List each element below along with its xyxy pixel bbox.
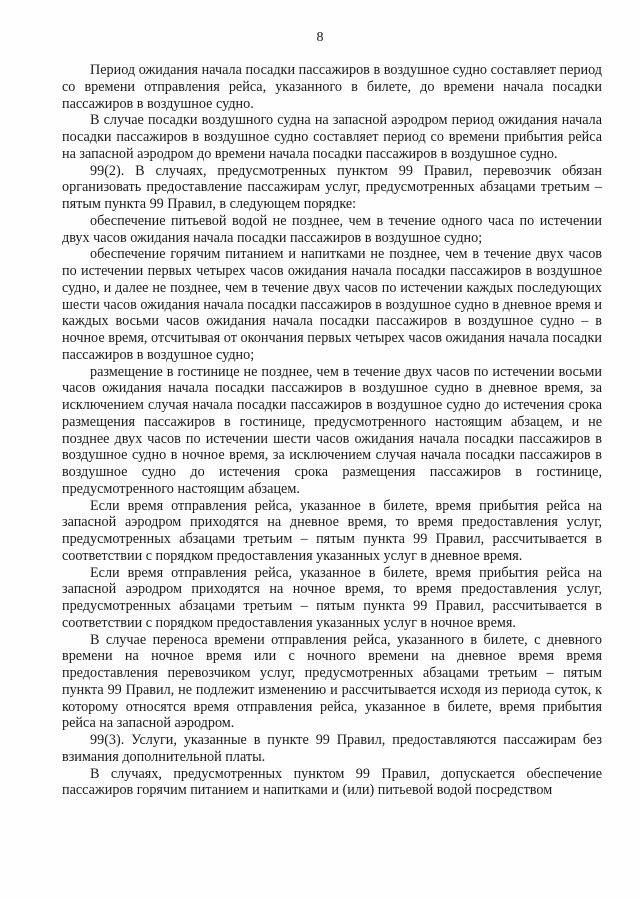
page-number: 8 [316,30,324,45]
document-body [62,62,602,799]
paragraph-hotel-accommodation: размещение в гостинице не позднее, чем в течение двух часов по истечении восьми часов ожидания начала посадки пассажиров в воздушное судно в дневное время, за исключением случая начала посадки пассажиров в воздушное судно до истечения срока размещения пассажиров в гостинице, предусмотренного настоящим абзацем, и не позднее двух часов по истечении шести часов ожидания начала посадки пассажиров в воздушное судно в ночное время, за исключением случая начала посадки пассажиров в воздушное судно до истечения срока размещения пассажиров в гостинице, предусмотренного настоящим абзацем. [62,363,602,497]
paragraph-hot-meals: обеспечение горячим питанием и напитками не позднее, чем в течение двух часов по истечении первых четырех часов ожидания начала посадки пассажиров в воздушное судно, и далее не позднее, чем в течение двух часов по истечении каждых последующих шести часов ожидания начала посадки пассажиров в воздушное судно в дневное время и каждых восьми часов ожидания начала посадки пассажиров в воздушное судно – в ночное время, отсчитывая от окончания первых четырех часов ожидания начала посадки пассажиров в воздушное судно; [62,246,602,363]
paragraph-clause-99-2: 99(2). В случаях, предусмотренных пунктом 99 Правил, перевозчик обязан организовать предоставление пассажирам услуг, предусмотренных абзацами третьим – пятым пункта 99 Правил, в следующем порядке: [62,162,602,212]
paragraph-clause-99-3: 99(3). Услуги, указанные в пункте 99 Правил, предоставляются пассажирам без взимания дополнительной платы. [62,732,602,765]
paragraph-alternate-aerodrome: В случае посадки воздушного судна на запасной аэродром период ожидания начала посадки пассажиров в воздушное судно составляет период со времени прибытия рейса на запасной аэродром до времени начала посадки пассажиров в воздушное судно. [62,112,602,162]
paragraph-time-transfer: В случае переноса времени отправления рейса, указанного в билете, с дневного времени на ночное время или с ночного времени на дневное время время предоставления перевозчиком услуг, предусмотренных абзацами третьим – пятым пункта 99 Правил, не подлежит изменению и рассчитывается исходя из периода суток, к которому относятся время отправления рейса, указанное в билете, время прибытия рейса на запасной аэродром. [62,631,602,732]
paragraph-daytime-rule: Если время отправления рейса, указанное в билете, время прибытия рейса на запасной аэродром приходятся на дневное время, то время предоставления услуг, предусмотренных абзацами третьим – пятым пункта 99 Правил, рассчитывается в соответствии с порядком предоставления указанных услуг в дневное время. [62,497,602,564]
paragraph-boarding-wait-period: Период ожидания начала посадки пассажиров в воздушное судно составляет период со времени отправления рейса, указанного в билете, до времени начала посадки пассажиров в воздушное судно. [62,62,602,112]
paragraph-nighttime-rule: Если время отправления рейса, указанное в билете, время прибытия рейса на запасной аэродром приходятся на ночное время, то время предоставления услуг, предусмотренных абзацами третьим – пятым пункта 99 Правил, рассчитывается в соответствии с порядком предоставления указанных услуг в ночное время. [62,564,602,631]
paragraph-meal-provision: В случаях, предусмотренных пунктом 99 Правил, допускается обеспечение пассажиров горячим питанием и напитками и (или) питьевой водой посредством [62,765,602,799]
paragraph-drinking-water: обеспечение питьевой водой не позднее, чем в течение одного часа по истечении двух часов ожидания начала посадки пассажиров в воздушное судно; [62,212,602,246]
